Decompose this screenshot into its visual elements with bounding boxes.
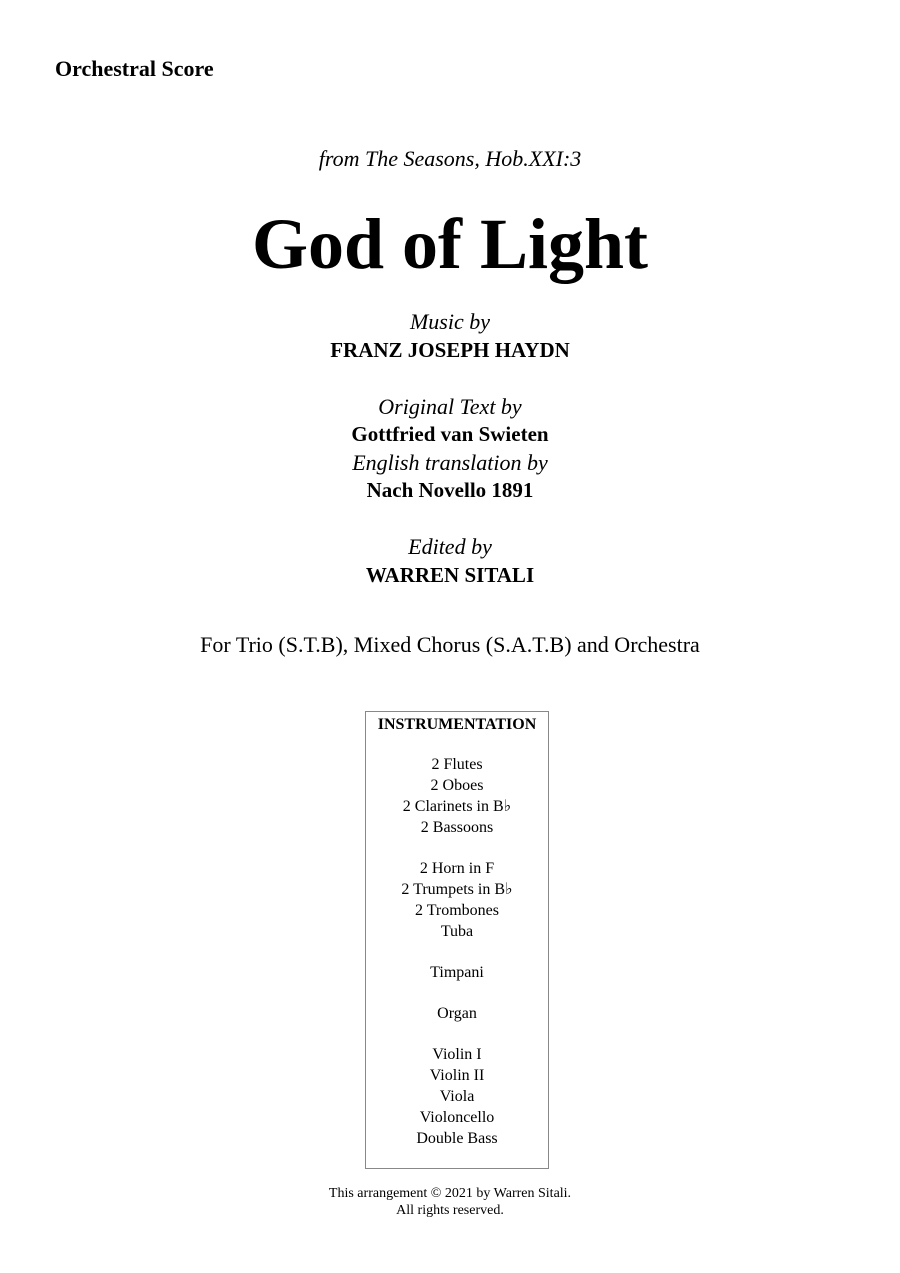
lyricist-name: Gottfried van Swieten xyxy=(351,422,549,446)
instrument-item: Viola xyxy=(439,1088,475,1105)
instrument-item: 2 Oboes xyxy=(430,777,484,794)
instrument-item: 2 Bassoons xyxy=(420,819,494,836)
instrument-item: 2 Clarinets in B♭ xyxy=(402,798,512,815)
edited-by-label: Edited by xyxy=(408,534,492,559)
page-title: God of Light xyxy=(251,204,649,284)
instrument-item: Violin I xyxy=(432,1046,482,1063)
instrumentation-box xyxy=(365,711,549,1169)
strings-group xyxy=(366,1044,548,1149)
woodwinds-group xyxy=(366,754,548,838)
work-subtitle: from The Seasons, Hob.XXI:3 xyxy=(318,146,582,171)
original-text-label: Original Text by xyxy=(378,394,522,419)
instrument-item: Timpani xyxy=(430,964,484,981)
instrument-item: 2 Flutes xyxy=(431,756,483,773)
composer-name: FRANZ JOSEPH HAYDN xyxy=(330,338,570,362)
copyright-notice: This arrangement © 2021 by Warren Sitali. xyxy=(328,1186,572,1201)
instrument-item: 2 Trombones xyxy=(414,902,500,919)
rights-notice: All rights reserved. xyxy=(396,1203,504,1218)
instrument-item: Tuba xyxy=(440,923,474,940)
translation-label: English translation by xyxy=(352,450,548,475)
instrumentation-heading: INSTRUMENTATION xyxy=(377,716,537,733)
instrument-item: Violin II xyxy=(429,1067,485,1084)
instrument-item: Violoncello xyxy=(419,1109,495,1126)
brass-group xyxy=(366,858,548,942)
keyboard-group xyxy=(366,1003,548,1024)
instrument-item: 2 Trumpets in B♭ xyxy=(401,881,513,898)
instrument-item: 2 Horn in F xyxy=(419,860,495,877)
instrument-item: Organ xyxy=(437,1005,477,1022)
editor-name: WARREN SITALI xyxy=(365,563,535,587)
music-by-label: Music by xyxy=(409,309,491,334)
scoring-description: For Trio (S.T.B), Mixed Chorus (S.A.T.B) and Orchestra xyxy=(200,632,700,657)
score-type-label: Orchestral Score xyxy=(55,56,214,81)
instrument-item: Double Bass xyxy=(416,1130,498,1147)
translator-name: Nach Novello 1891 xyxy=(366,478,534,502)
copyright-footer xyxy=(0,1185,900,1219)
percussion-group xyxy=(366,962,548,983)
